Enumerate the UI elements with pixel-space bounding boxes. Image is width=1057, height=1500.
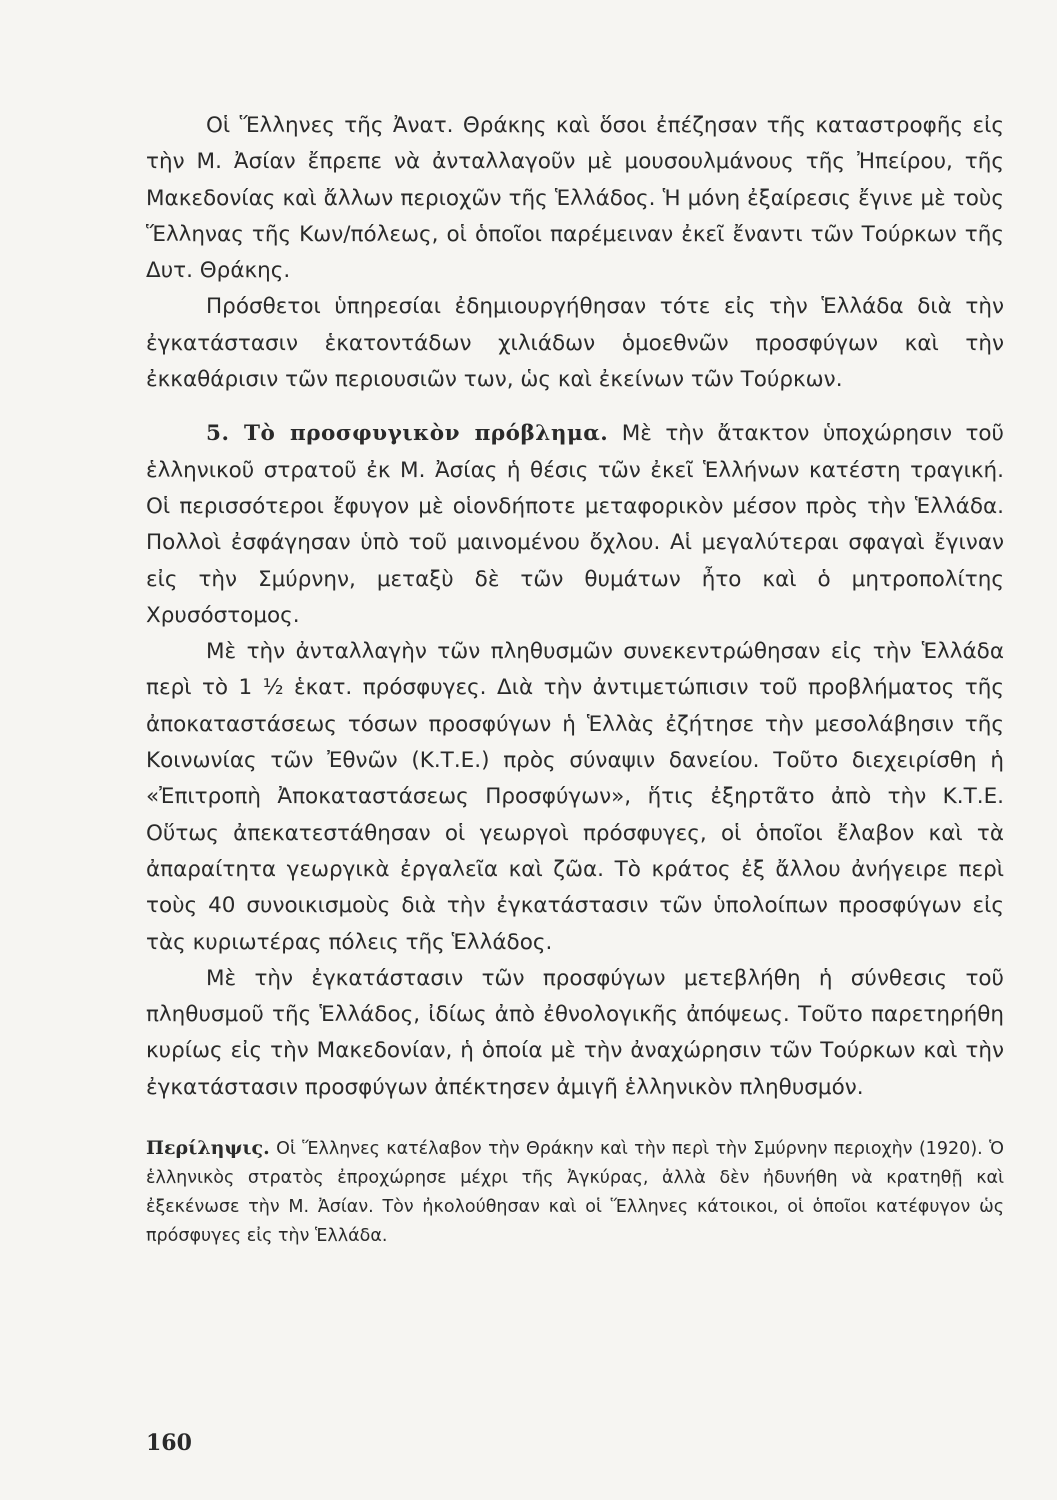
paragraph-refugee-problem [146, 416, 1004, 634]
summary-text: Οἱ Ἕλληνες κατέλαβον τὴν Θράκην καὶ τὴν περὶ τὴν Σμύρνην περιοχὴν (1920). Ὁ ἑλληνικὸς στρατὸς ἐπροχώρησε μέχρι τῆς Ἀγκύρας, ἀλλὰ δὲν ἠδυνήθη νὰ κρατηθῇ καὶ ἐξεκένωσε τὴν Μ. Ἀσίαν. Τὸν ἠκολούθησαν καὶ οἱ Ἕλληνες κάτοικοι, οἱ ὁποῖοι κατέφυγον ὡς πρόσφυγες εἰς τὴν Ἑλλάδα. [146, 1139, 1004, 1247]
paragraph-population-exchange: Μὲ τὴν ἀνταλλαγὴν τῶν πληθυσμῶν συνεκεντρώθησαν εἰς τὴν Ἑλλάδα περὶ τὸ 1 ½ ἑκατ. πρόσφυγες. Διὰ τὴν ἀντιμετώπισιν τοῦ προβλήματος τῆς ἀποκαταστάσεως τόσων προσφύγων ἡ Ἑλλὰς ἐζήτησε τὴν μεσολάβησιν τῆς Κοινωνίας τῶν Ἐθνῶν (Κ.Τ.Ε.) πρὸς σύναψιν δανείου. Τοῦτο διεχειρίσθη ἡ «Ἐπιτροπὴ Ἀποκαταστάσεως Προσφύγων», ἥτις ἐξηρτᾶτο ἀπὸ τὴν Κ.Τ.Ε. Οὕτως ἀπεκατεστάθησαν οἱ γεωργοὶ πρόσφυγες, οἱ ὁποῖοι ἔλαβον καὶ τὰ ἀπαραίτητα γεωργικὰ ἐργαλεῖα καὶ ζῶα. Τὸ κράτος ἐξ ἄλλου ἀνήγειρε περὶ τοὺς 40 συνοικισμοὺς διὰ τὴν ἐγκατάστασιν τῶν ὑπολοίπων προσφύγων εἰς τὰς κυριωτέρας πόλεις τῆς Ἑλλάδος. [146, 639, 1004, 955]
paragraph-thrace-exchange: Οἱ Ἕλληνες τῆς Ἀνατ. Θράκης καὶ ὅσοι ἐπέζησαν τῆς καταστροφῆς εἰς τὴν Μ. Ἀσίαν ἔπρεπε νὰ ἀνταλλαγοῦν μὲ μουσουλμάνους τῆς Ἠπείρου, τῆς Μακεδονίας καὶ ἄλλων περιοχῶν τῆς Ἑλλάδος. Ἡ μόνη ἐξαίρεσις ἔγινε μὲ τοὺς Ἕλληνας τῆς Κων/πόλεως, οἱ ὁποῖοι παρέμειναν ἐκεῖ ἔναντι τῶν Τούρκων τῆς Δυτ. Θράκης. [146, 113, 1004, 284]
paragraph-services: Πρόσθετοι ὑπηρεσίαι ἐδημιουργήθησαν τότε εἰς τὴν Ἑλλάδα διὰ τὴν ἐγκατάστασιν ἑκατοντάδων χιλιάδων ὁμοεθνῶν προσφύγων καὶ τὴν ἐκκαθάρισιν τῶν περιουσιῶν των, ὡς καὶ ἐκείνων τῶν Τούρκων. [146, 294, 1004, 393]
section-text: Μὲ τὴν ἄτακτον ὑποχώρησιν τοῦ ἑλληνικοῦ στρατοῦ ἐκ Μ. Ἀσίας ἡ θέσις τῶν ἐκεῖ Ἑλλήνων κατέστη τραγική. Οἱ περισσότεροι ἔφυγον μὲ οἱονδήποτε μεταφορικὸν μέσον πρὸς τὴν Ἑλλάδα. Πολλοὶ ἐσφάγησαν ὑπὸ τοῦ μαινομένου ὄχλου. Αἱ μεγαλύτεραι σφαγαὶ ἔγιναν εἰς τὴν Σμύρνην, μεταξὺ δὲ τῶν θυμάτων ἦτο καὶ ὁ μητροπολίτης Χρυσόστομος. [146, 421, 1004, 628]
paragraph-population-composition: Μὲ τὴν ἐγκατάστασιν τῶν προσφύγων μετεβλήθη ἡ σύνθεσις τοῦ πληθυσμοῦ τῆς Ἑλλάδος, ἰδίως ἀπὸ ἐθνολογικῆς ἀπόψεως. Τοῦτο παρετηρήθη κυρίως εἰς τὴν Μακεδονίαν, ἡ ὁποία μὲ τὴν ἀναχώρησιν τῶν Τούρκων καὶ τὴν ἐγκατάστασιν προσφύγων ἀπέκτησεν ἀμιγῆ ἑλληνικὸν πληθυσμόν. [146, 965, 1004, 1100]
page-number: 160 [146, 1430, 192, 1456]
main-text [146, 108, 1004, 1106]
summary-label: Περίληψις. [146, 1137, 270, 1160]
section-heading: 5. Τὸ προσφυγικὸν πρόβλημα. [206, 421, 609, 447]
summary-box [146, 1134, 1004, 1251]
summary-paragraph [146, 1134, 1004, 1251]
